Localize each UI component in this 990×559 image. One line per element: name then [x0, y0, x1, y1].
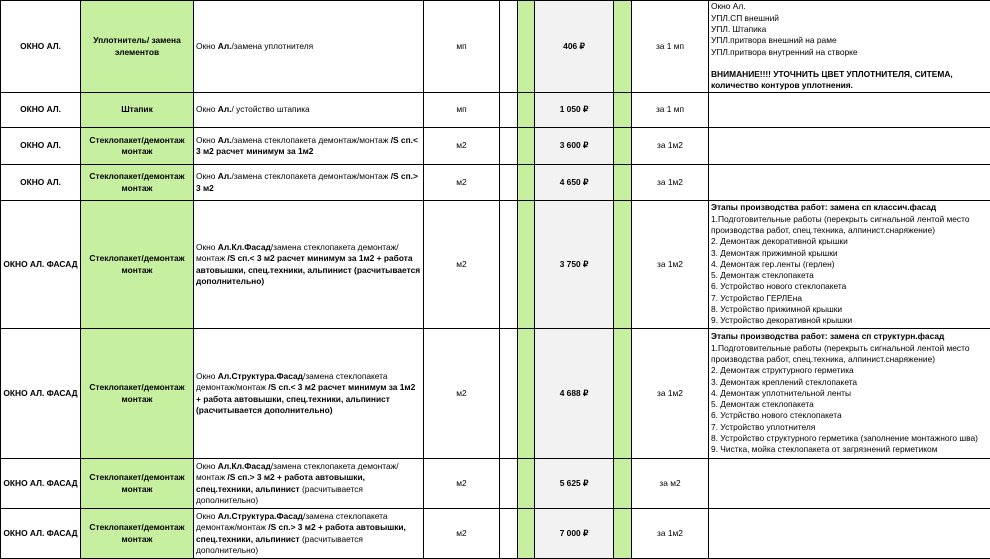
cell-unit[interactable]: м2: [424, 459, 500, 509]
cell-green-marker[interactable]: [614, 201, 632, 329]
cell-per-unit[interactable]: за 1 мп: [632, 1, 709, 93]
description-text: Окно Ал./замена стеклопакета демонтаж/монтаж /S сп.< 3 м2 расчет минимум за 1м2: [196, 135, 418, 156]
cell-empty[interactable]: [500, 509, 518, 559]
cell-price[interactable]: 3 750 ₽: [535, 201, 614, 329]
note-line: 9. Устройство декоративной крышки: [711, 315, 988, 326]
cell-per-unit[interactable]: за 1 мп: [632, 93, 709, 128]
note-line: 6. Устрйство нового стеклопакета: [711, 410, 988, 421]
cell-price[interactable]: 1 050 ₽: [535, 93, 614, 128]
cell-green-marker[interactable]: [518, 1, 535, 93]
cell-product[interactable]: ОКНО АЛ. ФАСАД: [1, 329, 81, 459]
cell-empty[interactable]: [500, 165, 518, 201]
table-row: [1, 459, 990, 509]
cell-per-unit[interactable]: за м2: [632, 459, 709, 509]
note-line: производства работ, спец.техника, алпинист.снаряжение): [711, 225, 988, 236]
cell-green-marker[interactable]: [518, 509, 535, 559]
note-line: 6. Устройство нового стеклопакета: [711, 281, 988, 292]
cell-price[interactable]: 3 600 ₽: [535, 128, 614, 165]
cell-description[interactable]: [194, 509, 424, 559]
note-title: Этапы производства работ: замена сп классич.фасад: [711, 202, 988, 213]
cell-price[interactable]: 7 000 ₽: [535, 509, 614, 559]
description-text: Окно Ал./ устойство штапика: [196, 104, 310, 114]
description-text: Окно Ал.Структура.Фасад/замена стеклопакета демонтаж/монтаж /S сп.> 3 м2 + работа автовышки, спец.техники, альпинист (расчитывается дополнительно): [196, 511, 406, 555]
cell-product[interactable]: ОКНО АЛ.: [1, 128, 81, 165]
cell-category[interactable]: Стеклопакет/демонтаж монтаж: [81, 459, 194, 509]
note-line: УПЛ.притвора внутренний на створке: [711, 47, 988, 58]
cell-note[interactable]: [709, 93, 990, 128]
cell-product[interactable]: ОКНО АЛ.: [1, 165, 81, 201]
cell-description[interactable]: [194, 329, 424, 459]
cell-description[interactable]: [194, 128, 424, 165]
cell-category[interactable]: Штапик: [81, 93, 194, 128]
cell-description[interactable]: [194, 93, 424, 128]
cell-note[interactable]: [709, 459, 990, 509]
note-line: 1.Подготовительные работы (перекрыть сигнальной лентой место: [711, 214, 988, 225]
note-line: 8. Устройство прижимной крышки: [711, 304, 988, 315]
cell-note[interactable]: [709, 1, 990, 93]
cell-empty[interactable]: [500, 128, 518, 165]
cell-green-marker[interactable]: [518, 128, 535, 165]
table-row: [1, 329, 990, 459]
cell-price[interactable]: 4 650 ₽: [535, 165, 614, 201]
cell-unit[interactable]: м2: [424, 509, 500, 559]
note-line: 7. Устройство уплотнителя: [711, 422, 988, 433]
cell-per-unit[interactable]: за 1м2: [632, 329, 709, 459]
cell-empty[interactable]: [500, 1, 518, 93]
cell-unit[interactable]: м2: [424, 128, 500, 165]
cell-unit[interactable]: м2: [424, 329, 500, 459]
note-line: УПЛ.СП внешний: [711, 13, 988, 24]
note-line: 5. Демонтаж стеклопакета: [711, 399, 988, 410]
cell-green-marker[interactable]: [518, 329, 535, 459]
table-row: [1, 93, 990, 128]
cell-green-marker[interactable]: [614, 509, 632, 559]
description-text: Окно Ал.Кл.Фасад/замена стеклопакета демонтаж/монтаж /S сп.> 3 м2 + работа автовышки, спец.техники, альпинист (расчитывается дополнительно): [196, 461, 399, 505]
note-line: 2. Демонтаж структурного герметика: [711, 365, 988, 376]
cell-green-marker[interactable]: [614, 165, 632, 201]
table-row: [1, 509, 990, 559]
cell-description[interactable]: [194, 165, 424, 201]
description-text: Окно Ал./замена уплотнителя: [196, 41, 313, 51]
cell-unit[interactable]: мп: [424, 93, 500, 128]
cell-green-marker[interactable]: [614, 329, 632, 459]
description-text: Окно Ал./замена стеклопакета демонтаж/монтаж /S сп.> 3 м2: [196, 171, 418, 192]
cell-category[interactable]: Стеклопакет/демонтаж монтаж: [81, 128, 194, 165]
cell-note[interactable]: [709, 201, 990, 329]
cell-unit[interactable]: м2: [424, 201, 500, 329]
cell-green-marker[interactable]: [614, 1, 632, 93]
cell-note[interactable]: [709, 509, 990, 559]
description-text: Окно Ал.Кл.Фасад/замена стеклопакета демонтаж/монтаж /S сп.< 3 м2 расчет минимум за 1м2 + работа автовышки, спец.техники, альпинист (расчитывается дополнительно): [196, 242, 420, 286]
cell-price[interactable]: 406 ₽: [535, 1, 614, 93]
table-row: [1, 165, 990, 201]
cell-per-unit[interactable]: за 1м2: [632, 509, 709, 559]
note-line: 1.Подготовительные работы (перекрыть сигнальной лентой место: [711, 343, 988, 354]
note-line: 4. Демонтаж уплотнительной ленты: [711, 388, 988, 399]
note-line: 5. Демонтаж стеклопакета: [711, 270, 988, 281]
note-line: 4. Демонтаж гер.ленты (герлен): [711, 259, 988, 270]
note-warning: ВНИМАНИЕ!!!! УТОЧНИТЬ ЦВЕТ УПЛОТНИТЕЛЯ, СИТЕМА, количество контуров уплотнения.: [711, 69, 988, 92]
cell-note[interactable]: [709, 165, 990, 201]
note-title: Этапы производства работ: замена сп структурн.фасад: [711, 331, 988, 342]
cell-category[interactable]: Стеклопакет/демонтаж монтаж: [81, 201, 194, 329]
cell-category[interactable]: Стеклопакет/демонтаж монтаж: [81, 509, 194, 559]
note-line: 3. Демонтаж прижимной крышки: [711, 248, 988, 259]
cell-empty[interactable]: [500, 329, 518, 459]
table-row: [1, 1, 990, 93]
cell-note[interactable]: [709, 329, 990, 459]
description-text: Окно Ал.Структура.Фасад/замена стеклопакета демонтаж/монтаж /S сп.< 3 м2 расчет минимум за 1м2 + работа автовышки, спец.техники, альпинист (расчитывается дополнительно): [196, 371, 415, 415]
table-row: [1, 201, 990, 329]
cell-category[interactable]: Стеклопакет/демонтаж монтаж: [81, 329, 194, 459]
cell-description[interactable]: [194, 1, 424, 93]
cell-description[interactable]: [194, 201, 424, 329]
cell-green-marker[interactable]: [518, 459, 535, 509]
cell-empty[interactable]: [500, 459, 518, 509]
note-line: 7. Устройство ГЕРЛЕна: [711, 293, 988, 304]
cell-product[interactable]: ОКНО АЛ. ФАСАД: [1, 201, 81, 329]
cell-green-marker[interactable]: [518, 93, 535, 128]
note-line: 3. Демонтаж креплений стеклопакета: [711, 377, 988, 388]
note-line: 2. Демонтаж декоративной крышки: [711, 236, 988, 247]
cell-green-marker[interactable]: [614, 128, 632, 165]
note-line: производства работ, спец.техника, алпинист.снаряжение): [711, 354, 988, 365]
table-row: [1, 128, 990, 165]
cell-category[interactable]: Уплотнитель/ замена элементов: [81, 1, 194, 93]
cell-product[interactable]: ОКНО АЛ. ФАСАД: [1, 459, 81, 509]
cell-product[interactable]: ОКНО АЛ.: [1, 93, 81, 128]
note-line: 8. Устройство структурного герметика (заполнение монтажного шва): [711, 433, 988, 444]
cell-price[interactable]: 4 688 ₽: [535, 329, 614, 459]
note-line: 9. Чистка, мойка стеклопакета от загрязнений герметиком: [711, 444, 988, 455]
cell-note[interactable]: [709, 128, 990, 165]
cell-product[interactable]: ОКНО АЛ.: [1, 1, 81, 93]
cell-empty[interactable]: [500, 201, 518, 329]
cell-per-unit[interactable]: за 1м2: [632, 165, 709, 201]
cell-category[interactable]: Стеклопакет/демонтаж монтаж: [81, 165, 194, 201]
cell-empty[interactable]: [500, 93, 518, 128]
cell-green-marker[interactable]: [614, 459, 632, 509]
cell-description[interactable]: [194, 459, 424, 509]
cell-unit[interactable]: м2: [424, 165, 500, 201]
note-line: Окно Ал.: [711, 1, 988, 12]
cell-product[interactable]: ОКНО АЛ. ФАСАД: [1, 509, 81, 559]
note-line: УПЛ. Штапика: [711, 24, 988, 35]
cell-green-marker[interactable]: [518, 165, 535, 201]
cell-green-marker[interactable]: [518, 201, 535, 329]
cell-price[interactable]: 5 625 ₽: [535, 459, 614, 509]
cell-unit[interactable]: мп: [424, 1, 500, 93]
cell-per-unit[interactable]: за 1м2: [632, 201, 709, 329]
cell-green-marker[interactable]: [614, 93, 632, 128]
note-line: УПЛ.притвора внешний на раме: [711, 35, 988, 46]
cell-per-unit[interactable]: за 1м2: [632, 128, 709, 165]
